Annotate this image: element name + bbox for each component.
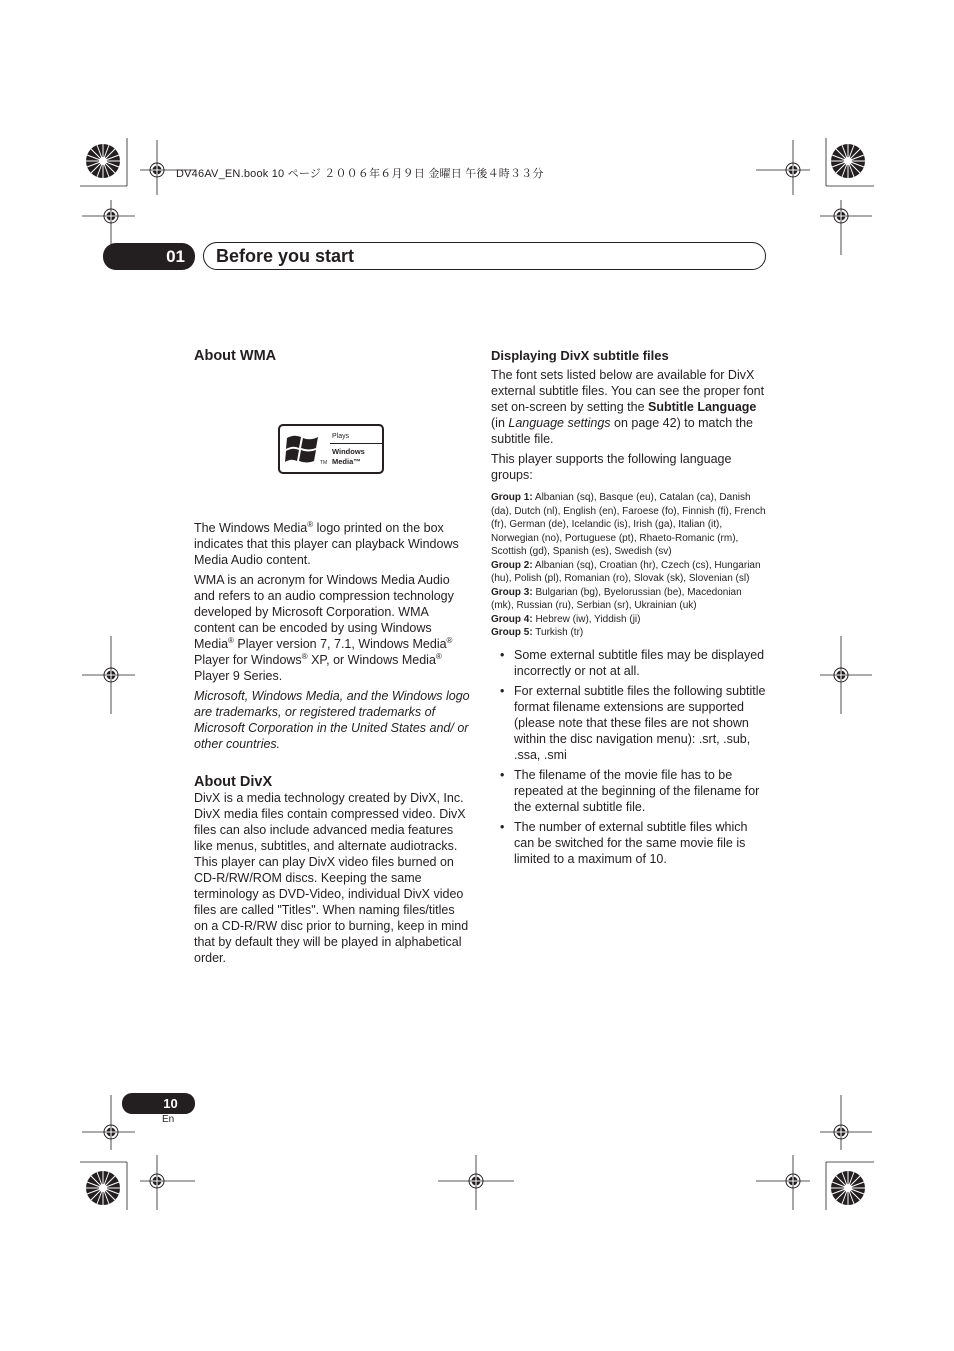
left-column-body	[194, 520, 470, 970]
logo-windows-media-text: Windows Media™	[332, 447, 365, 466]
windows-flag-icon	[285, 432, 321, 466]
logo-divider	[330, 443, 382, 444]
left-column	[194, 348, 470, 364]
language-group: Group 4: Hebrew (iw), Yiddish (ji)	[491, 613, 641, 625]
subtitle-paragraph-1: The font sets listed below are available for DivX external subtitle files. You can see the proper font set on-screen by setting the Subtitle Language (in Language settings on page 42) to match the subtitle file.	[491, 368, 765, 446]
language-group: Group 2: Albanian (sq), Croatian (hr), Czech (cs), Hungarian (hu), Polish (pl), Romanian (ro), Slovak (sk), Slovenian (sl)	[491, 559, 761, 584]
divx-paragraph: DivX is a media technology created by DivX, Inc. DivX media files contain compressed video. DivX files can also include advanced media features like menus, subtitles, and alternate audiotracks. This player can play DivX video files burned on CD-R/RW/ROM discs. Keeping the same terminology as DVD-Video, individual DivX video files are called "Titles". When naming files/titles on a CD-R/RW disc prior to burning, keep in mind that by default they will be played in alphabetical order.	[194, 791, 469, 965]
page-number-badge: 10	[122, 1093, 195, 1114]
list-item: • For external subtitle files the following subtitle format filename extensions are supported (please note that these files are not shown within the disc navigation menu): .srt, .sub, .ssa, .smi	[491, 683, 767, 763]
about-divx-heading: About DivX	[194, 774, 273, 790]
language-group: Group 1: Albanian (sq), Basque (eu), Catalan (ca), Danish (da), Dutch (nl), English (en), Faroese (fo), Finnish (fi), French (fr), German (de), Icelandic (is), Irish (ga), Italian (it), Norwegian (no), Portuguese (pt), Rhaeto-Romanic (rm), Scottish (gd), Spanish (es), Swedish (sv)	[491, 492, 766, 557]
list-item: • Some external subtitle files may be displayed incorrectly or not at all.	[491, 647, 767, 679]
wma-paragraph-1: The Windows Media® logo printed on the box indicates that this player can playback Windows Media Audio content.	[194, 519, 459, 567]
wma-paragraph-2: WMA is an acronym for Windows Media Audio and refers to an audio compression technology developed by Microsoft Corporation. WMA content can be encoded by using Windows Media® Player version 7, 7.1, Windows Media® Player for Windows® XP, or Windows Media® Player 9 Series.	[194, 573, 454, 683]
language-group: Group 5: Turkish (tr)	[491, 627, 584, 638]
chapter-title: Before you start	[203, 242, 766, 270]
windows-media-logo	[278, 424, 384, 474]
page-language-label: En	[162, 1114, 175, 1125]
subtitle-paragraph-2: This player supports the following language groups:	[491, 452, 732, 482]
language-groups	[491, 491, 767, 640]
language-group: Group 3: Bulgarian (bg), Byelorussian (be), Macedonian (mk), Russian (ru), Serbian (sr), Ukrainian (uk)	[491, 586, 742, 611]
logo-tm-mark: TM	[320, 460, 328, 466]
logo-plays-text: Plays	[332, 433, 350, 440]
list-item: • The number of external subtitle files which can be switched for the same movie file is limited to a maximum of 10.	[491, 819, 767, 867]
wma-trademark-note: Microsoft, Windows Media, and the Windows logo are trademarks, or registered trademarks of Microsoft Corporation in the United States and/ or other countries.	[194, 689, 470, 751]
print-header: DV46AV_EN.book 10 ページ ２００６年６月９日 金曜日 午後４時３３分	[176, 168, 544, 180]
subtitle-notes-list	[491, 647, 767, 867]
divx-subtitle-heading: Displaying DivX subtitle files	[491, 348, 669, 363]
chapter-number-badge: 01	[103, 243, 195, 270]
right-column	[491, 348, 767, 871]
list-item: • The filename of the movie file has to be repeated at the beginning of the filename for the external subtitle file.	[491, 767, 767, 815]
about-wma-heading: About WMA	[194, 348, 277, 364]
